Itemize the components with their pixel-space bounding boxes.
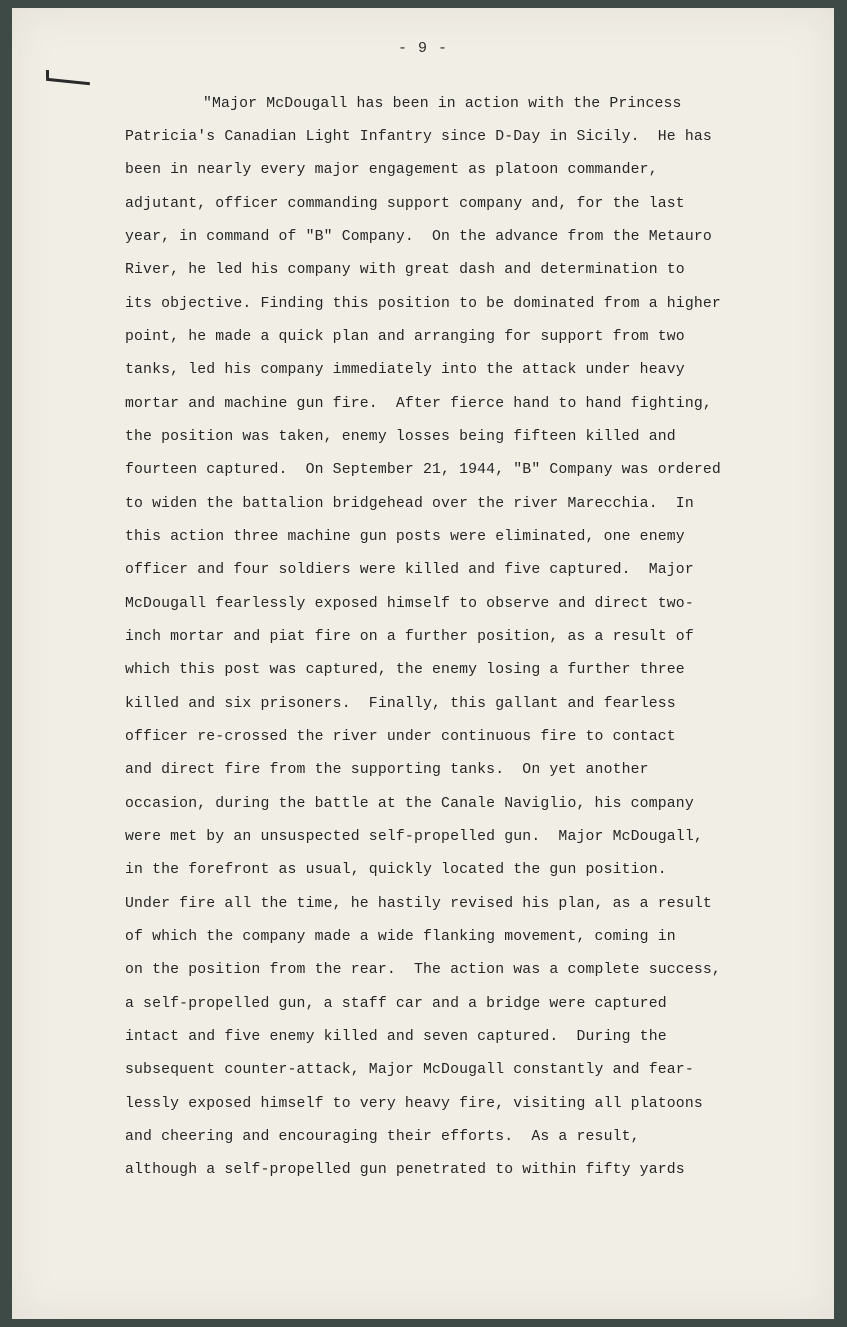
text-line: fourteen captured. On September 21, 1944, "B" Company was ordered [125, 462, 721, 478]
text-line: in the forefront as usual, quickly located the gun position. [125, 862, 667, 878]
text-line: and cheering and encouraging their efforts. As a result, [125, 1129, 640, 1145]
ink-mark [46, 78, 90, 86]
text-line: been in nearly every major engagement as platoon commander, [125, 162, 658, 178]
text-line: a self-propelled gun, a staff car and a bridge were captured [125, 996, 667, 1012]
text-line: officer and four soldiers were killed and five captured. Major [125, 562, 694, 578]
text-line: killed and six prisoners. Finally, this gallant and fearless [125, 696, 676, 712]
text-line: occasion, during the battle at the Canale Naviglio, his company [125, 796, 694, 812]
text-line: to widen the battalion bridgehead over the river Marecchia. In [125, 496, 694, 512]
text-line: were met by an unsuspected self-propelled gun. Major McDougall, [125, 829, 703, 845]
ink-mark [46, 70, 49, 78]
text-line: of which the company made a wide flanking movement, coming in [125, 929, 676, 945]
text-line: its objective. Finding this position to be dominated from a higher [125, 296, 721, 312]
document-page [12, 8, 834, 1319]
text-line: subsequent counter-attack, Major McDougall constantly and fear- [125, 1062, 694, 1078]
text-line: Patricia's Canadian Light Infantry since D-Day in Sicily. He has [125, 129, 712, 145]
text-line: on the position from the rear. The action was a complete success, [125, 962, 721, 978]
text-line: lessly exposed himself to very heavy fire, visiting all platoons [125, 1096, 703, 1112]
text-line: Under fire all the time, he hastily revised his plan, as a result [125, 896, 712, 912]
text-line: and direct fire from the supporting tanks. On yet another [125, 762, 649, 778]
text-line: point, he made a quick plan and arranging for support from two [125, 329, 685, 345]
text-line: which this post was captured, the enemy losing a further three [125, 662, 685, 678]
text-line: mortar and machine gun fire. After fierce hand to hand fighting, [125, 396, 712, 412]
text-line: intact and five enemy killed and seven captured. During the [125, 1029, 667, 1045]
text-line: the position was taken, enemy losses being fifteen killed and [125, 429, 676, 445]
text-line: McDougall fearlessly exposed himself to observe and direct two- [125, 596, 694, 612]
text-line: officer re-crossed the river under continuous fire to contact [125, 729, 676, 745]
text-line: adjutant, officer commanding support company and, for the last [125, 196, 685, 212]
page-number: - 9 - [397, 40, 448, 57]
text-line: River, he led his company with great dash and determination to [125, 262, 685, 278]
text-line: inch mortar and piat fire on a further position, as a result of [125, 629, 694, 645]
text-line: "Major McDougall has been in action with the Princess [203, 96, 682, 112]
text-line: year, in command of "B" Company. On the advance from the Metauro [125, 229, 712, 245]
text-line: tanks, led his company immediately into the attack under heavy [125, 362, 685, 378]
text-line: although a self-propelled gun penetrated to within fifty yards [125, 1162, 685, 1178]
text-line: this action three machine gun posts were eliminated, one enemy [125, 529, 685, 545]
